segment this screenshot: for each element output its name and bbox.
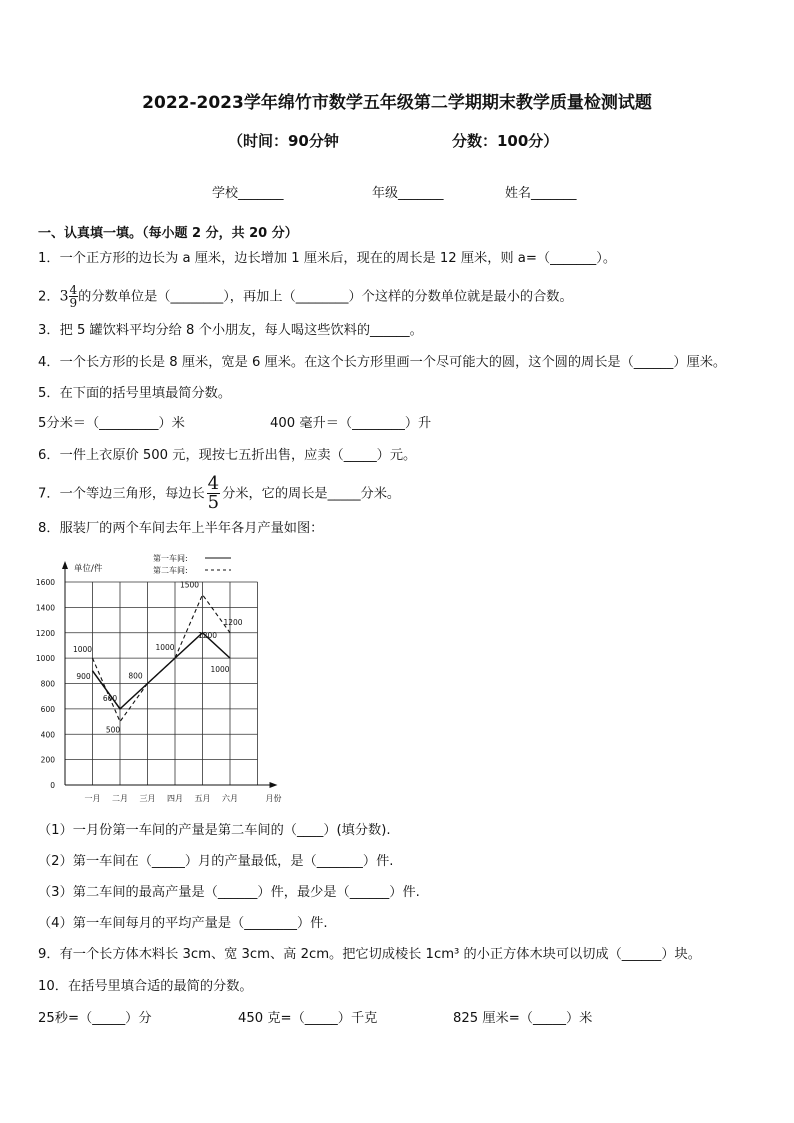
question-8-3: （3）第二车间的最高产量是（______）件，最少是（______）件. — [38, 885, 420, 900]
question-2-text: 的分数单位是（________），再加上（________）个这样的分数单位就是最小的合数。 — [78, 289, 573, 305]
time-label: （时间：90分钟 — [228, 132, 339, 150]
x-tick-label: 六月 — [222, 794, 238, 803]
x-tick-label: 五月 — [194, 794, 211, 803]
y-tick-label: 600 — [40, 704, 55, 714]
legend-label: 第一车间: — [153, 554, 188, 563]
question-7-text: 分米，它的周长是_____分米。 — [222, 486, 401, 502]
data-label: 600 — [102, 693, 118, 703]
question-7-prefix: 7．一个等边三角形，每边长 — [38, 486, 205, 502]
page-title: 2022-2023学年绵竹市数学五年级第二学期期末教学质量检测试题 — [142, 93, 652, 113]
fraction-denominator: 9 — [69, 296, 78, 310]
question-1: 1．一个正方形的边长为 a 厘米，边长增加 1 厘米后，现在的周长是 12 厘米，则 a=（_______）。 — [38, 251, 617, 266]
data-label: 900 — [76, 671, 91, 681]
name-field: 姓名_______ — [505, 186, 577, 201]
y-tick-label: 400 — [40, 730, 55, 740]
question-6: 6．一件上衣原价 500 元，现按七五折出售，应卖（_____）元。 — [38, 448, 417, 463]
mixed-number-whole: 3 — [59, 288, 69, 305]
data-label: 1000 — [210, 665, 230, 675]
fraction-4-9 — [69, 284, 79, 309]
y-tick-label: 200 — [40, 755, 55, 765]
data-label: 1000 — [155, 643, 175, 653]
section-1-heading: 一、认真填一填。（每小题 2 分，共 20 分） — [38, 226, 298, 241]
question-7 — [38, 475, 400, 512]
fraction-numerator: 4 — [207, 473, 220, 494]
question-8-2: （2）第一车间在（_____）月的产量最低，是（_______）件. — [38, 854, 394, 869]
y-tick-label: 800 — [40, 679, 55, 689]
question-4: 4．一个长方形的长是 8 厘米，宽是 6 厘米。在这个长方形里画一个尽可能大的圆，这个圆的周长是（______）厘米。 — [38, 355, 727, 370]
y-axis-title: 单位/件 — [74, 564, 103, 574]
question-9: 9．有一个长方体木料长 3cm、宽 3cm、高 2cm。把它切成棱长 1cm³ 的小正方体木块可以切成（______）块。 — [38, 947, 701, 962]
data-label: 800 — [128, 671, 143, 681]
y-tick-label: 1000 — [35, 654, 55, 664]
score-label: 分数：100分） — [452, 132, 559, 150]
fraction-denominator: 5 — [207, 492, 220, 513]
data-label: 1200 — [223, 617, 243, 627]
question-5: 5．在下面的括号里填最简分数。 — [38, 386, 232, 401]
x-tick-label: 三月 — [139, 794, 156, 803]
y-axis-arrow — [62, 561, 68, 569]
fraction-numerator: 4 — [69, 283, 78, 297]
question-10b: 450 克=（_____）千克 — [238, 1011, 378, 1026]
fraction-4-5 — [207, 475, 220, 512]
x-axis-title: 月份 — [265, 794, 282, 803]
data-label: 1500 — [179, 580, 200, 590]
y-tick-label: 1200 — [35, 628, 55, 638]
data-label: 500 — [105, 725, 121, 735]
question-5a: 5分米＝（_________）米 — [38, 416, 185, 431]
chart-axes — [36, 553, 282, 803]
question-8-4: （4）第一车间每月的平均产量是（________）件. — [38, 916, 328, 931]
question-5b: 400 毫升＝（________）升 — [270, 416, 432, 431]
question-8-1: （1）一月份第一车间的产量是第二车间的（____）(填分数). — [38, 823, 391, 838]
x-tick-label: 二月 — [112, 794, 128, 803]
x-tick-label: 四月 — [167, 794, 183, 803]
question-2 — [38, 284, 573, 309]
data-label: 1000 — [72, 645, 93, 655]
question-3: 3．把 5 罐饮料平均分给 8 个小朋友，每人喝这些饮料的______。 — [38, 323, 423, 338]
y-tick-label: 0 — [50, 781, 55, 790]
production-line-chart — [30, 545, 290, 815]
x-axis-arrow — [270, 782, 278, 788]
legend-label: 第二车间: — [153, 566, 188, 575]
chart-marks — [73, 581, 243, 735]
grade-field: 年级_______ — [372, 186, 444, 201]
question-8: 8．服装厂的两个车间去年上半年各月产量如图： — [38, 521, 324, 536]
school-field: 学校_______ — [212, 186, 284, 201]
x-tick-label: 一月 — [84, 794, 101, 803]
data-label: 1200 — [197, 630, 218, 640]
y-tick-label: 1400 — [35, 603, 55, 613]
question-2-prefix: 2． — [38, 289, 60, 305]
question-10a: 25秒=（_____）分 — [38, 1011, 152, 1026]
question-10c: 825 厘米=（_____）米 — [453, 1011, 593, 1026]
question-10: 10．在括号里填合适的最简的分数。 — [38, 979, 253, 994]
chart-grid — [65, 582, 258, 785]
y-tick-label: 1600 — [35, 578, 55, 587]
